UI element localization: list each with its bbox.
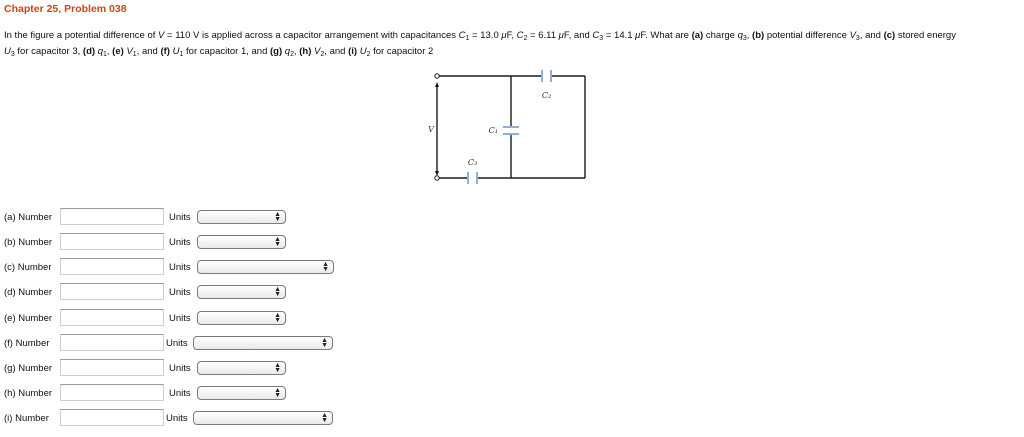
answer-label: (c) Number	[4, 262, 52, 273]
answer-label: (i) Number	[4, 413, 49, 424]
number-input[interactable]	[60, 208, 164, 225]
units-select[interactable]	[193, 411, 333, 425]
number-input[interactable]	[60, 258, 164, 275]
number-input[interactable]	[60, 334, 164, 351]
number-input[interactable]	[60, 409, 164, 426]
units-label: Units	[169, 212, 191, 223]
units-select[interactable]	[197, 386, 286, 400]
answer-label: (h) Number	[4, 388, 53, 399]
number-input[interactable]	[60, 283, 164, 300]
units-select[interactable]	[197, 210, 286, 224]
units-select[interactable]	[197, 311, 286, 325]
units-select[interactable]	[197, 361, 286, 375]
number-input[interactable]	[60, 384, 164, 401]
updown-arrow-icon: ▲ ▼	[274, 236, 281, 248]
problem-statement: In the figure a potential difference of V = 110 V is applied across a capacitor arrangement with capacitances $C_1 = 13.0$ μF, $C_2 = 6.11$ μF, and $C_3 = 14.1$ μF. What are (a) charge $q_3$, (b) potential difference $V_3$, and (c) stored energy $U_3$ for capacitor 3, (d) $q_1$, (e) $V_1$, and (f) $U_1$ for capacitor 1, and (g) $q_2$, (h) $V_2$, and (i) $U_2$ for capacitor 2	[4, 30, 956, 58]
units-label: Units	[169, 287, 191, 298]
number-input[interactable]	[60, 233, 164, 250]
number-input[interactable]	[60, 309, 164, 326]
updown-arrow-icon: ▲ ▼	[274, 312, 281, 324]
units-select[interactable]	[193, 336, 333, 350]
updown-arrow-icon: ▲ ▼	[274, 387, 281, 399]
c3-label: C₃	[467, 158, 478, 167]
units-select[interactable]	[197, 285, 286, 299]
units-select[interactable]	[197, 260, 334, 274]
voltage-label: V	[428, 125, 434, 134]
updown-arrow-icon: ▲ ▼	[274, 286, 281, 298]
c1-label: C₁	[488, 126, 498, 135]
answer-label: (f) Number	[4, 338, 50, 349]
updown-arrow-icon: ▲ ▼	[321, 337, 328, 349]
updown-arrow-icon: ▲ ▼	[274, 211, 281, 223]
circuit-figure	[425, 70, 595, 188]
units-label: Units	[169, 313, 191, 324]
answer-label: (g) Number	[4, 363, 53, 374]
answer-label: (a) Number	[4, 212, 53, 223]
units-label: Units	[169, 363, 191, 374]
units-label: Units	[169, 388, 191, 399]
units-select[interactable]	[197, 235, 286, 249]
updown-arrow-icon: ▲ ▼	[322, 261, 329, 273]
answer-label: (d) Number	[4, 287, 53, 298]
answer-label: (b) Number	[4, 237, 53, 248]
units-label: Units	[169, 237, 191, 248]
units-label: Units	[166, 413, 188, 424]
units-label: Units	[166, 338, 188, 349]
c2-label: C₂	[541, 91, 552, 100]
answer-label: (e) Number	[4, 313, 53, 324]
updown-arrow-icon: ▲ ▼	[321, 412, 328, 424]
number-input[interactable]	[60, 359, 164, 376]
units-label: Units	[169, 262, 191, 273]
problem-title: Chapter 25, Problem 038	[4, 3, 127, 15]
updown-arrow-icon: ▲ ▼	[274, 362, 281, 374]
